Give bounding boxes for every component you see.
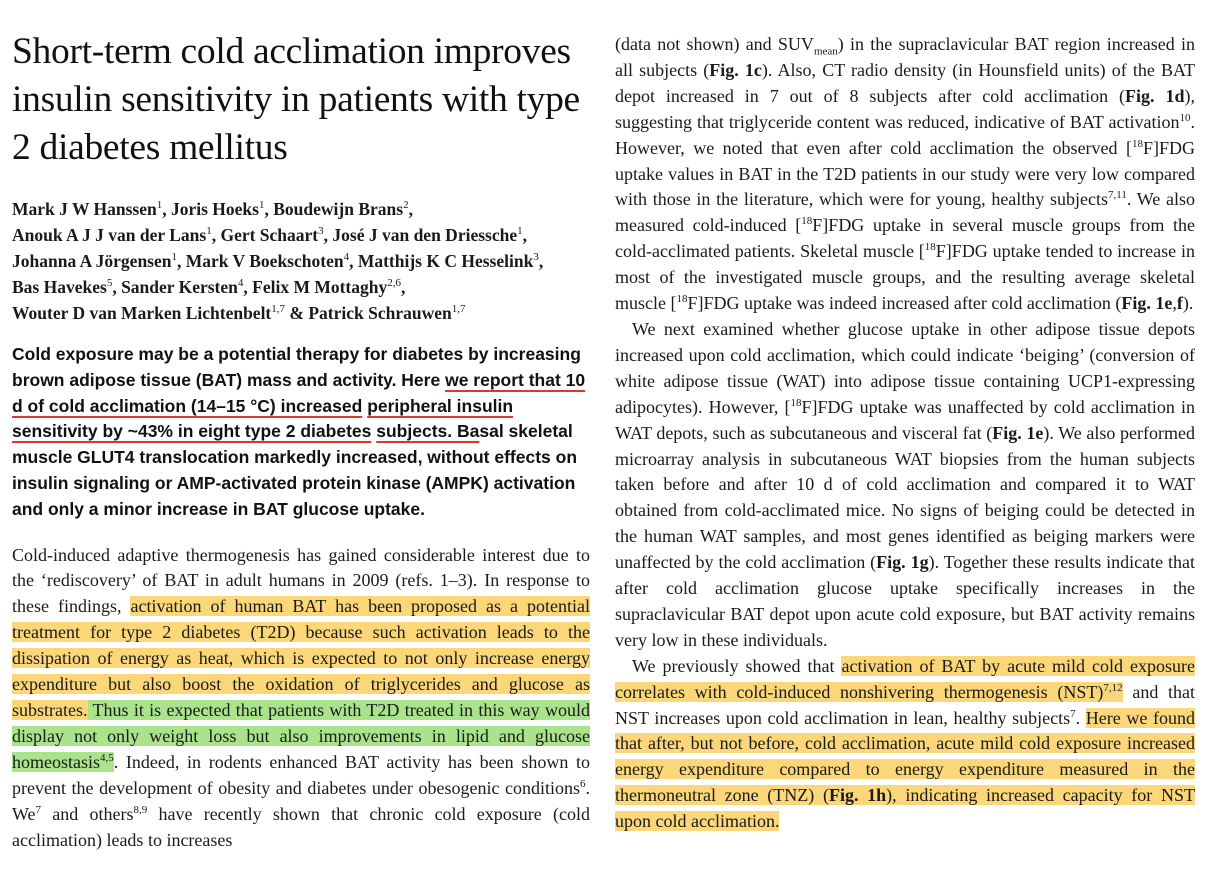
figure-ref: Fig. 1g bbox=[876, 552, 929, 573]
figure-ref: Fig. 1c bbox=[709, 59, 762, 80]
highlight-green: Thus it is expected that patients with T2D treated in this way would display not only weight loss but also improvements in lipid and glucose homeostasis$^{4,5}$ bbox=[12, 700, 590, 772]
intro-paragraph: Cold-induced adaptive thermogenesis has gained considerable interest due to the ‘rediscovery’ of BAT in adult humans in 2009 (refs. 1–3). In response to these findings, activation of human BAT has been proposed as a potential treatment for type 2 diabetes (T2D) because such activation leads to the dissipation of energy as heat, which is expected to not only increase energy expenditure but also boost the oxidation of triglycerides and glucose as substrates. Thus it is expected that patients with T2D treated in this way would display not only weight loss but also improvements in lipid and glucose homeostasis$^{4,5}$. Indeed, in rodents enhanced BAT activity has been shown to prevent the development of obesity and diabetes under obesogenic conditions$^6$. We$^7$ and others$^{8,9}$ have recently shown that chronic cold exposure (cold acclimation) leads to increases bbox=[12, 544, 590, 850]
abstract: Cold exposure may be a potential therapy for diabetes by increasing brown adipose tissue (BAT) mass and activity. Here we report that 10 d of cold acclimation (14–15 °C) increased peripheral insulin sensitivity by ~43% in eight type 2 diabetes subjects. Basal skeletal muscle GLUT4 translocation markedly increased, without effects on insulin signaling or AMP-activated protein kinase (AMPK) activation and only a minor increase in BAT glucose uptake. bbox=[12, 344, 586, 519]
author-line-5: Wouter D van Marken Lichtenbelt$^{1,7}$ & Patrick Schrauwen$^{1,7}$ bbox=[12, 303, 466, 323]
results-paragraph-2: We next examined whether glucose uptake in other adipose tissue depots increased upon cold acclimation, which could indicate ‘beiging’ (conversion of white adipose tissue (WAT) into adipose tissue containing UCP1-expressing adipocytes). However, [$^{18}$F]FDG uptake was unaffected by cold acclimation in WAT depots, such as subcutaneous and visceral fat (Fig. 1e). We also performed microarray analysis in subcutaneous WAT biopsies from the human subjects taken before and after 10 d of cold acclimation and compared it to WAT obtained from cold-acclimated mice. No signs of beiging could be detected in the human WAT samples, and most genes identified as beiging markers were unaffected by the cold acclimation (Fig. 1g). Together these results indicate that after cold acclimation glucose uptake specifically increases in the supraclavicular BAT depot upon acute cold exposure, but BAT activity remains very low in these individuals. bbox=[615, 318, 1195, 650]
right-column bbox=[615, 32, 1195, 835]
figure-ref: Fig. 1h bbox=[828, 785, 887, 806]
paper-title: Short-term cold acclimation improves insulin sensitivity in patients with type 2 diabetes mellitus bbox=[12, 31, 580, 168]
abstract-underline-3: subjects. Ba bbox=[376, 421, 480, 442]
figure-ref: Fig. 1e bbox=[992, 422, 1044, 443]
results-paragraph-1: (data not shown) and $SUV_{mean}$) in the supraclavicular BAT region increased in all subjects (Fig. 1c). Also, CT radio density (in Hounsfield units) of the BAT depot increased in 7 out of 8 subjects after cold acclimation (Fig. 1d), suggesting that triglyceride content was reduced, indicative of BAT activation$^{10}$. However, we noted that even after cold acclimation the observed [$^{18}$F]FDG uptake values in BAT in the T2D patients in our study were very low compared with those in the literature, which were for young, healthy subjects$^{7,11}$. We also measured cold-induced [$^{18}$F]FDG uptake in several muscle groups from the cold-acclimated patients. Skeletal muscle [$^{18}$F]FDG uptake tended to increase in most of the investigated muscle groups, and the resulting average skeletal muscle [$^{18}$F]FDG uptake was indeed increased after cold acclimation (Fig. 1e,f). bbox=[615, 34, 1195, 314]
author-line-1: Mark J W Hanssen$^1$, Joris Hoeks$^1$, Boudewijn Brans$^2$, bbox=[12, 199, 413, 219]
author-list bbox=[12, 196, 590, 326]
figure-ref: Fig. 1e bbox=[1121, 293, 1173, 314]
results-paragraph-3: We previously showed that activation of BAT by acute mild cold exposure correlates with cold-induced nonshivering thermogenesis (NST)$^{7,12}$ and that NST increases upon cold acclimation in lean, healthy subjects$^7$. Here we found that after, but not before, cold acclimation, acute mild cold exposure increased energy expenditure compared to energy expenditure measured in the thermoneutral zone (TNZ) (Fig. 1h), indicating increased capacity for NST upon cold acclimation. bbox=[615, 655, 1196, 832]
highlight-yellow: Here we found that after, but not before, cold acclimation, acute mild cold exposure increased energy expenditure compared to energy expenditure measured in the thermoneutral zone (TNZ) (Fig. 1h), indicating increased capacity for NST upon cold acclimation. bbox=[615, 707, 1195, 832]
left-column bbox=[12, 28, 590, 853]
highlight-yellow: activation of human BAT has been proposed as a potential treatment for type 2 diabetes (T2D) because such activation leads to the dissipation of energy as heat, which is expected to not only increase energy expenditure but also boost the oxidation of triglycerides and glucose as substrates. bbox=[12, 596, 590, 721]
highlight-yellow: activation of BAT by acute mild cold exposure correlates with cold-induced nonshivering thermogenesis (NST)$^{7,12}$ bbox=[615, 655, 1195, 702]
abstract-underline-2: peripheral insulin sensitivity by ~43% in eight type 2 diabetes bbox=[12, 395, 514, 442]
author-line-3: Johanna A Jörgensen$^1$, Mark V Boekschoten$^4$, Matthijs K C Hesselink$^3$, bbox=[12, 251, 544, 271]
author-line-2: Anouk A J J van der Lans$^1$, Gert Schaart$^3$, José J van den Driessche$^1$, bbox=[12, 225, 527, 245]
abstract-underline-1: we report that 10 d of cold acclimation (14–15 °C) increased bbox=[12, 369, 586, 416]
figure-ref: f bbox=[1176, 293, 1183, 314]
author-line-4: Bas Havekes$^5$, Sander Kersten$^4$, Felix M Mottaghy$^{2,6}$, bbox=[12, 277, 406, 297]
figure-ref: Fig. 1d bbox=[1125, 85, 1185, 106]
